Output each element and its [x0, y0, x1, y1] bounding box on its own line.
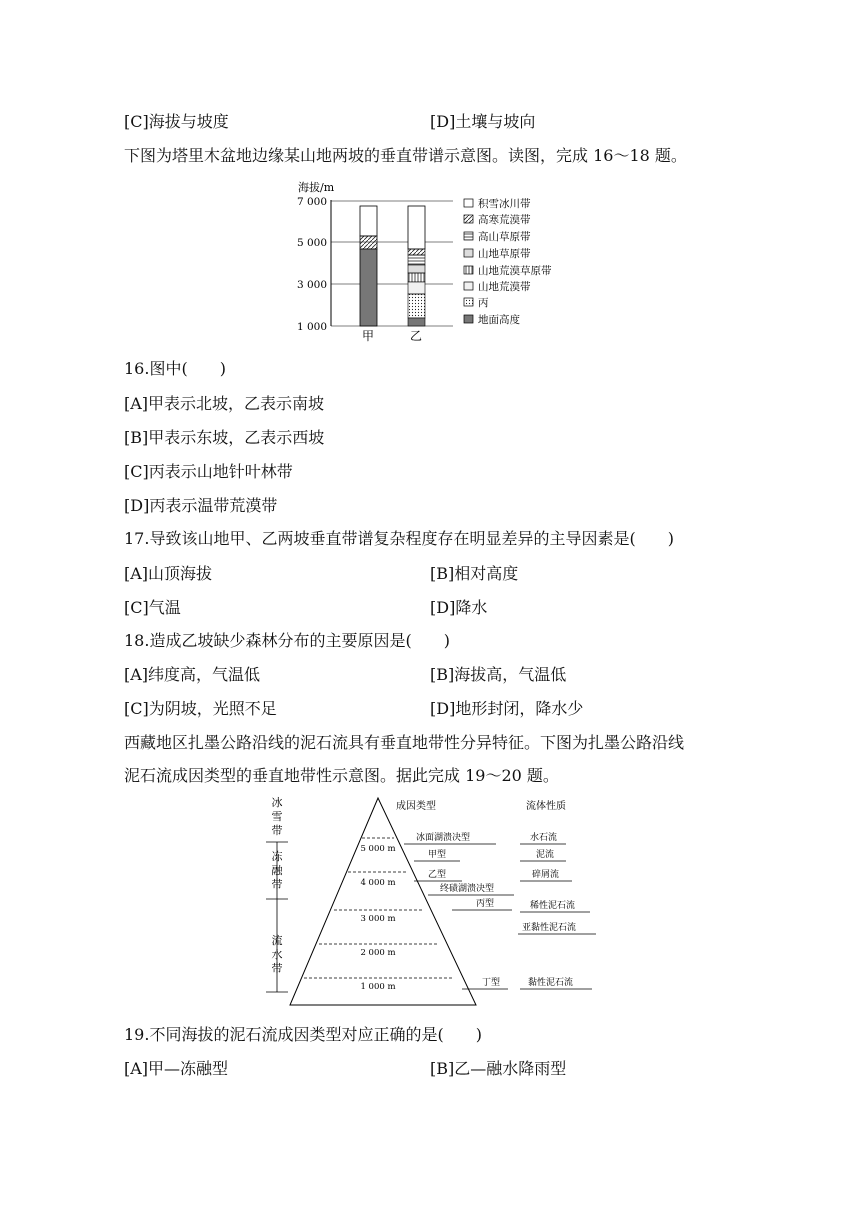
zone-labels	[272, 795, 284, 975]
column-jia	[360, 206, 377, 326]
svg-text:水: 水	[271, 948, 283, 961]
legend-5: 山地荒漠带	[478, 281, 531, 293]
intro-text-1: 下图为塔里木盆地边缘某山地两坡的垂直带谱示意图。读图，完成 16～18 题。	[124, 146, 687, 165]
svg-text:带: 带	[271, 878, 283, 891]
q19-option-a: [A]甲—冻融型	[124, 1059, 229, 1078]
legend-7: 地面高度	[478, 314, 520, 326]
q18-option-d: [D]地形封闭，降水少	[430, 699, 584, 718]
cause-ice-lake: 冰面湖溃决型	[416, 833, 471, 843]
q18-option-c: [C]为阴坡，光照不足	[124, 699, 277, 718]
legend-4: 山地荒漠草原带	[478, 265, 552, 277]
debris-flow-zonation-diagram	[0, 792, 860, 1012]
cause-ding: 丁型	[482, 978, 501, 988]
option-c: [C]海拔与坡度	[124, 112, 229, 131]
q16-option-a: [A]甲表示北坡，乙表示南坡	[124, 394, 325, 413]
q17-option-c: [C]气温	[124, 598, 181, 617]
q17-stem: 17.导致该山地甲、乙两坡垂直带谱复杂程度存在明显差异的主导因素是( )	[124, 529, 674, 548]
q18-option-b: [B]海拔高，气温低	[430, 665, 567, 684]
intro-text-2a: 西藏地区扎墨公路沿线的泥石流具有垂直地带性分异特征。下图为扎墨公路沿线	[124, 733, 685, 752]
fluid-subviscous: 亚黏性泥石流	[522, 923, 577, 933]
ytick-3000: 3 000	[296, 279, 327, 291]
cause-bing: 丙型	[476, 899, 495, 909]
svg-text:雪: 雪	[271, 810, 283, 823]
q16-option-d: [D]丙表示温带荒漠带	[124, 496, 278, 515]
ytick-7000: 7 000	[296, 196, 327, 208]
fluid-water-rock: 水石流	[530, 833, 558, 843]
q16-option-c: [C]丙表示山地针叶林带	[124, 462, 293, 481]
svg-text:带: 带	[271, 962, 283, 975]
cause-moraine-lake: 终碛湖溃决型	[440, 884, 495, 894]
chart1-legend	[464, 197, 552, 326]
fluid-debris: 碎屑流	[532, 870, 560, 880]
xlabel-jia: 甲	[362, 329, 375, 343]
svg-text:融: 融	[271, 864, 283, 877]
zone-water: 流	[271, 934, 283, 947]
legend-6: 丙	[478, 297, 489, 309]
height-4000: 4 000 m	[360, 878, 396, 888]
legend-0: 积雪冰川带	[478, 198, 531, 210]
height-5000: 5 000 m	[360, 844, 396, 854]
chart1-ylabel: 海拔/m	[298, 181, 335, 194]
q16-option-b: [B]甲表示东坡，乙表示西坡	[124, 428, 325, 447]
zone-freeze: 冻	[271, 850, 283, 863]
zone-ice: 冰	[271, 796, 283, 809]
fluid-dilute: 稀性泥石流	[530, 901, 576, 911]
height-2000: 2 000 m	[360, 948, 396, 958]
header-cause: 成因类型	[396, 801, 436, 812]
q17-option-d: [D]降水	[430, 598, 488, 617]
q19-stem: 19.不同海拔的泥石流成因类型对应正确的是( )	[124, 1025, 482, 1044]
cause-jia: 甲型	[428, 850, 447, 860]
ytick-1000: 1 000	[296, 321, 327, 333]
height-1000: 1 000 m	[360, 982, 396, 992]
fluid-viscous: 黏性泥石流	[528, 978, 574, 988]
intro-text-2b: 泥石流成因类型的垂直地带性示意图。据此完成 19～20 题。	[124, 766, 559, 785]
legend-1: 高寒荒漠带	[478, 214, 531, 226]
header-fluid: 流体性质	[526, 801, 566, 812]
legend-2: 高山草原带	[478, 231, 531, 243]
q16-stem: 16.图中( )	[124, 359, 226, 378]
cause-yi: 乙型	[428, 870, 447, 880]
height-3000: 3 000 m	[360, 914, 396, 924]
ytick-5000: 5 000	[296, 237, 327, 249]
q19-option-b: [B]乙—融水降雨型	[430, 1059, 567, 1078]
vertical-zone-chart	[0, 176, 860, 346]
fluid-mud: 泥流	[536, 850, 555, 860]
q18-stem: 18.造成乙坡缺少森林分布的主要原因是( )	[124, 631, 450, 650]
q17-option-a: [A]山顶海拔	[124, 564, 213, 583]
q17-option-b: [B]相对高度	[430, 564, 519, 583]
svg-text:带: 带	[271, 824, 283, 837]
xlabel-yi: 乙	[410, 329, 423, 343]
q18-option-a: [A]纬度高，气温低	[124, 665, 261, 684]
column-yi	[408, 206, 425, 326]
legend-3: 山地草原带	[478, 248, 531, 260]
option-d: [D]土壤与坡向	[430, 112, 536, 131]
